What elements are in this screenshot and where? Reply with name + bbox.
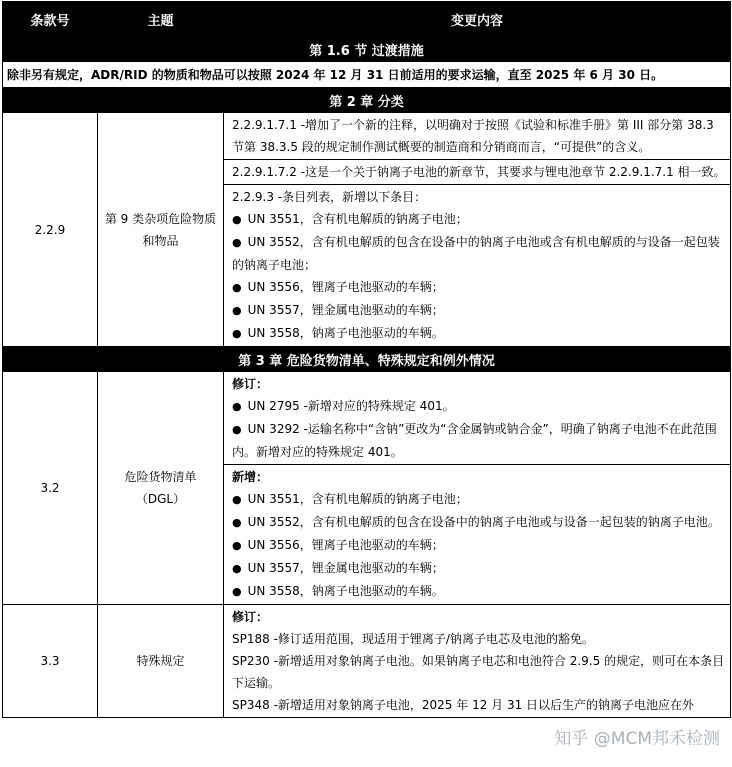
list-item-text: UN 3552，含有机电解质的包含在设备中的钠离子电池或含有机电解质的与设备一起包装的钠离子电池； <box>232 235 720 272</box>
list-item-text: UN 3556，锂离子电池驱动的车辆； <box>247 538 444 552</box>
list-item-text: UN 3551，含有机电解质的钠离子电池； <box>247 212 468 226</box>
section-1-6-title: 第 1.6 节 过渡措施 <box>3 37 731 62</box>
list-intro: 2.2.9.3 -条目列表，新增以下条目： <box>232 190 427 204</box>
list-item-text: UN 3556，锂离子电池驱动的车辆； <box>247 280 444 294</box>
topic-special-provisions: 特殊规定 <box>98 605 224 718</box>
list-item <box>232 276 726 299</box>
topic-dgl <box>98 372 224 605</box>
table-row <box>3 113 731 160</box>
revised-label: 修订： <box>232 610 269 624</box>
list-item-text: UN 3557，锂金属电池驱动的车辆； <box>247 561 444 575</box>
bullet-icon: ● <box>232 400 242 413</box>
zhihu-watermark: 知乎 @MCM邦禾检测 <box>554 729 720 749</box>
list-item <box>232 299 726 322</box>
list-item <box>232 557 726 580</box>
bullet-icon: ● <box>232 304 242 317</box>
entry-2-2-9-1-7-2: 2.2.9.1.7.2 -这是一个关于钠离子电池的新章节，其要求与锂电池章节 2.2.9.1.7.1 相一致。 <box>224 160 731 185</box>
list-item-text: UN 3551，含有机电解质的钠离子电池； <box>247 492 468 506</box>
bullet-icon: ● <box>232 516 242 529</box>
dgl-revisions <box>224 372 731 465</box>
bullet-icon: ● <box>232 327 242 340</box>
list-item-text: UN 3558，钠离子电池驱动的车辆。 <box>247 584 444 598</box>
bullet-icon: ● <box>232 493 242 506</box>
table-row <box>3 372 731 465</box>
sp188-entry: SP188 -修订适用范围，现适用于锂离子/钠离子电芯及电池的豁免。 <box>232 632 594 646</box>
list-item-text: UN 3557，锂金属电池驱动的车辆； <box>247 303 444 317</box>
list-item <box>232 322 726 345</box>
list-item <box>232 534 726 557</box>
list-item-text: UN 3558，钠离子电池驱动的车辆。 <box>247 326 444 340</box>
list-item <box>232 395 726 418</box>
sp230-entry: SP230 -新增适用对象钠离子电池。如果钠离子电芯和电池符合 2.9.5 的规定，则可在本条目下运输。 <box>232 654 725 690</box>
header-topic: 主题 <box>98 2 224 37</box>
chapter-3-title: 第 3 章 危险货物清单、特殊规定和例外情况 <box>3 347 731 372</box>
revised-label: 修订： <box>232 377 269 391</box>
topic-dgl-line2: （DGL） <box>135 492 186 506</box>
list-item-text: UN 2795 -新增对应的特殊规定 401。 <box>247 399 455 413</box>
section-1-6-row <box>3 37 731 62</box>
table-header-row <box>3 2 731 37</box>
clause-2-2-9: 2.2.9 <box>3 113 98 347</box>
topic-class-9: 第 9 类杂项危险物质和物品 <box>98 113 224 347</box>
sp-revisions <box>224 605 731 718</box>
list-item <box>232 231 726 276</box>
entry-2-2-9-1-7-1: 2.2.9.1.7.1 -增加了一个新的注释，以明确对于按照《试验和标准手册》第 III 部分第 38.3 节第 38.3.5 段的规定制作测试概要的制造商和分销商而言，“可提供”的含义。 <box>224 113 731 160</box>
clause-3-2: 3.2 <box>3 372 98 605</box>
list-item <box>232 580 726 603</box>
new-label: 新增： <box>232 470 269 484</box>
bullet-icon: ● <box>232 562 242 575</box>
bullet-icon: ● <box>232 423 242 436</box>
clause-3-3: 3.3 <box>3 605 98 718</box>
bullet-icon: ● <box>232 213 242 226</box>
header-clause: 条款号 <box>3 2 98 37</box>
regulation-change-table <box>2 1 731 718</box>
list-item <box>232 418 726 463</box>
sp348-entry: SP348 -新增适用对象钠离子电池，2025 年 12 月 31 日以后生产的钠离子电池应在外 <box>232 698 695 712</box>
list-item <box>232 208 726 231</box>
chapter-2-title: 第 2 章 分类 <box>3 88 731 113</box>
header-changes: 变更内容 <box>224 2 731 37</box>
entry-2-2-9-3 <box>224 185 731 347</box>
list-item-text: UN 3552，含有机电解质的包含在设备中的钠离子电池或与设备一起包装的钠离子电池。 <box>247 515 720 529</box>
bullet-icon: ● <box>232 585 242 598</box>
list-item-text: UN 3292 -运输名称中“含钠”更改为“含金属钠或钠合金”，明确了钠离子电池不在此范围内。新增对应的特殊规定 401。 <box>232 422 717 459</box>
topic-dgl-line1: 危险货物清单 <box>124 470 197 484</box>
transition-note-row <box>3 62 731 88</box>
list-item <box>232 511 726 534</box>
chapter-3-row <box>3 347 731 372</box>
chapter-2-row <box>3 88 731 113</box>
bullet-icon: ● <box>232 236 242 249</box>
bullet-icon: ● <box>232 281 242 294</box>
transition-note: 除非另有规定，ADR/RID 的物质和物品可以按照 2024 年 12 月 31 日前适用的要求运输，直至 2025 年 6 月 30 日。 <box>3 62 731 88</box>
dgl-additions <box>224 465 731 605</box>
table-row <box>3 605 731 718</box>
bullet-icon: ● <box>232 539 242 552</box>
list-item <box>232 488 726 511</box>
